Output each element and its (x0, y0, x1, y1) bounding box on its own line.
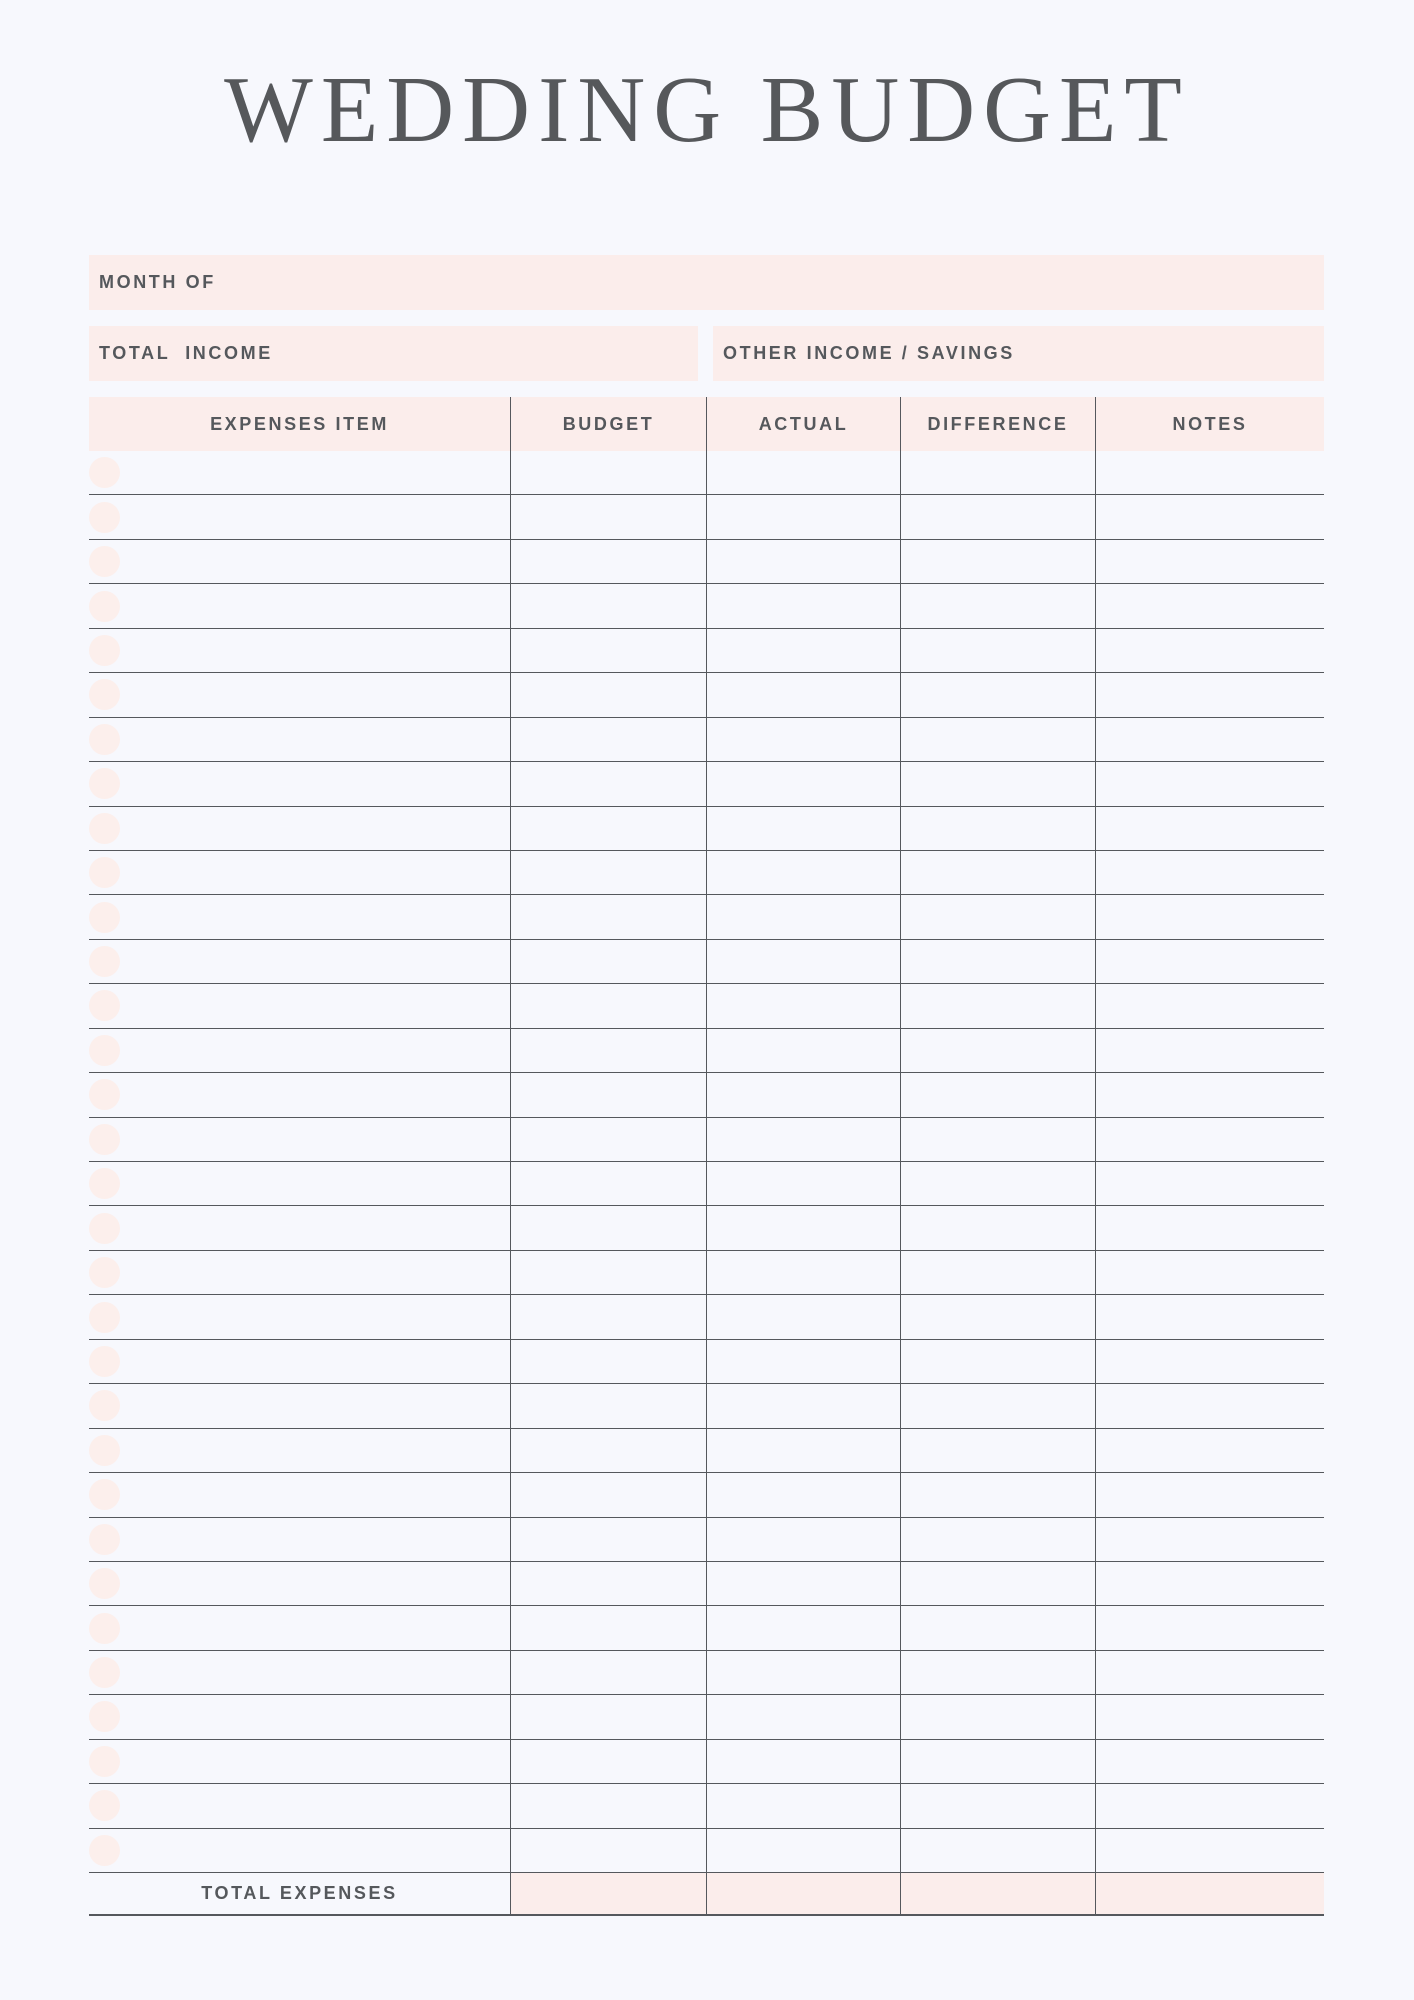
difference-cell[interactable] (900, 984, 1095, 1027)
difference-cell[interactable] (900, 1695, 1095, 1738)
row-bullet-icon (89, 1657, 120, 1688)
row-bullet-icon (89, 768, 120, 799)
actual-cell[interactable] (706, 1295, 900, 1338)
row-bullet-icon (89, 990, 120, 1021)
notes-cell[interactable] (1095, 1251, 1324, 1294)
total-expenses-row (89, 1873, 1324, 1916)
notes-cell[interactable] (1095, 807, 1324, 850)
actual-cell[interactable] (706, 1118, 900, 1161)
actual-cell[interactable] (706, 540, 900, 583)
budget-cell[interactable] (510, 1429, 706, 1472)
budget-cell[interactable] (510, 540, 706, 583)
difference-cell[interactable] (900, 895, 1095, 938)
difference-cell[interactable] (900, 1518, 1095, 1561)
difference-cell[interactable] (900, 1118, 1095, 1161)
table-row (89, 1073, 1324, 1117)
expense-item-cell[interactable] (89, 1562, 510, 1605)
notes-cell[interactable] (1095, 1429, 1324, 1472)
total-budget-cell[interactable] (510, 1873, 706, 1914)
expense-item-cell[interactable] (89, 1695, 510, 1738)
difference-cell[interactable] (900, 1206, 1095, 1249)
notes-cell[interactable] (1095, 1073, 1324, 1116)
row-bullet-icon (89, 1346, 120, 1377)
expense-item-cell[interactable] (89, 1073, 510, 1116)
actual-cell[interactable] (706, 762, 900, 805)
row-bullet-icon (89, 1079, 120, 1110)
budget-cell[interactable] (510, 1118, 706, 1161)
actual-cell[interactable] (706, 718, 900, 761)
notes-cell[interactable] (1095, 1118, 1324, 1161)
expenses-table-header (89, 397, 1324, 451)
difference-cell[interactable] (900, 1606, 1095, 1649)
difference-cell[interactable] (900, 1162, 1095, 1205)
actual-cell[interactable] (706, 1651, 900, 1694)
budget-cell[interactable] (510, 1562, 706, 1605)
expense-item-cell[interactable] (89, 984, 510, 1027)
actual-cell[interactable] (706, 1206, 900, 1249)
expense-item-cell[interactable] (89, 495, 510, 538)
actual-cell[interactable] (706, 1518, 900, 1561)
row-bullet-icon (89, 591, 120, 622)
budget-cell[interactable] (510, 762, 706, 805)
budget-cell[interactable] (510, 851, 706, 894)
budget-cell[interactable] (510, 984, 706, 1027)
difference-cell[interactable] (900, 1384, 1095, 1427)
table-row (89, 1518, 1324, 1562)
table-row (89, 1740, 1324, 1784)
budget-cell[interactable] (510, 807, 706, 850)
actual-cell[interactable] (706, 940, 900, 983)
row-bullet-icon (89, 1257, 120, 1288)
notes-cell[interactable] (1095, 1206, 1324, 1249)
notes-cell[interactable] (1095, 1695, 1324, 1738)
table-row (89, 1118, 1324, 1162)
budget-cell[interactable] (510, 1518, 706, 1561)
table-row (89, 584, 1324, 628)
table-row (89, 1295, 1324, 1339)
notes-cell[interactable] (1095, 1606, 1324, 1649)
budget-cell[interactable] (510, 1340, 706, 1383)
row-bullet-icon (89, 1524, 120, 1555)
expense-item-cell[interactable] (89, 1206, 510, 1249)
table-row (89, 1562, 1324, 1606)
row-bullet-icon (89, 1213, 120, 1244)
notes-cell[interactable] (1095, 1562, 1324, 1605)
table-row (89, 673, 1324, 717)
budget-cell[interactable] (510, 1206, 706, 1249)
table-row (89, 940, 1324, 984)
difference-cell[interactable] (900, 1429, 1095, 1472)
row-bullet-icon (89, 1435, 120, 1466)
table-row (89, 451, 1324, 495)
actual-cell[interactable] (706, 1340, 900, 1383)
expense-item-cell[interactable] (89, 1429, 510, 1472)
difference-cell[interactable] (900, 1340, 1095, 1383)
actual-cell[interactable] (706, 1251, 900, 1294)
table-row (89, 1429, 1324, 1473)
table-row (89, 1606, 1324, 1650)
expense-item-cell[interactable] (89, 1473, 510, 1516)
notes-cell[interactable] (1095, 1029, 1324, 1072)
notes-cell[interactable] (1095, 1829, 1324, 1872)
expense-item-cell[interactable] (89, 673, 510, 716)
row-bullet-icon (89, 546, 120, 577)
row-bullet-icon (89, 1701, 120, 1732)
actual-cell[interactable] (706, 1384, 900, 1427)
actual-cell[interactable] (706, 1829, 900, 1872)
notes-cell[interactable] (1095, 584, 1324, 627)
notes-cell[interactable] (1095, 1784, 1324, 1827)
row-bullet-icon (89, 902, 120, 933)
budget-cell[interactable] (510, 673, 706, 716)
difference-cell[interactable] (900, 1651, 1095, 1694)
row-bullet-icon (89, 724, 120, 755)
budget-cell[interactable] (510, 1651, 706, 1694)
row-bullet-icon (89, 1390, 120, 1421)
notes-cell[interactable] (1095, 1162, 1324, 1205)
notes-cell[interactable] (1095, 495, 1324, 538)
table-row (89, 629, 1324, 673)
table-body (89, 451, 1324, 1873)
budget-cell[interactable] (510, 1784, 706, 1827)
actual-cell[interactable] (706, 1029, 900, 1072)
row-bullet-icon (89, 1835, 120, 1866)
notes-cell[interactable] (1095, 1295, 1324, 1338)
table-row (89, 1473, 1324, 1517)
table-row (89, 1340, 1324, 1384)
expense-item-cell[interactable] (89, 1606, 510, 1649)
difference-cell[interactable] (900, 1740, 1095, 1783)
notes-cell[interactable] (1095, 1340, 1324, 1383)
expense-item-cell[interactable] (89, 1518, 510, 1561)
row-bullet-icon (89, 635, 120, 666)
budget-cell[interactable] (510, 1251, 706, 1294)
other-income-savings-label: OTHER INCOME / SAVINGS (723, 343, 1015, 363)
expense-item-cell[interactable] (89, 851, 510, 894)
budget-cell[interactable] (510, 1740, 706, 1783)
header-expenses-item: EXPENSES ITEM (210, 413, 389, 434)
notes-cell[interactable] (1095, 673, 1324, 716)
difference-cell[interactable] (900, 1295, 1095, 1338)
difference-cell[interactable] (900, 1562, 1095, 1605)
row-bullet-icon (89, 813, 120, 844)
actual-cell[interactable] (706, 851, 900, 894)
actual-cell[interactable] (706, 807, 900, 850)
table-row (89, 762, 1324, 806)
budget-cell[interactable] (510, 1695, 706, 1738)
table-row (89, 718, 1324, 762)
actual-cell[interactable] (706, 1073, 900, 1116)
notes-cell[interactable] (1095, 629, 1324, 672)
month-of-field[interactable] (89, 255, 1324, 310)
table-row (89, 495, 1324, 539)
table-row (89, 1162, 1324, 1206)
header-budget: BUDGET (510, 397, 706, 451)
table-row (89, 1829, 1324, 1873)
expense-item-cell[interactable] (89, 1740, 510, 1783)
row-bullet-icon (89, 1479, 120, 1510)
difference-cell[interactable] (900, 1829, 1095, 1872)
actual-cell[interactable] (706, 1740, 900, 1783)
difference-cell[interactable] (900, 762, 1095, 805)
expense-item-cell[interactable] (89, 1162, 510, 1205)
budget-cell[interactable] (510, 940, 706, 983)
table-row (89, 540, 1324, 584)
row-bullet-icon (89, 1124, 120, 1155)
expense-item-cell[interactable] (89, 1784, 510, 1827)
row-bullet-icon (89, 502, 120, 533)
notes-cell[interactable] (1095, 762, 1324, 805)
row-bullet-icon (89, 1790, 120, 1821)
table-row (89, 1695, 1324, 1739)
notes-cell[interactable] (1095, 451, 1324, 494)
expense-item-cell[interactable] (89, 1118, 510, 1161)
expense-item-cell[interactable] (89, 1829, 510, 1872)
difference-cell[interactable] (900, 584, 1095, 627)
notes-cell[interactable] (1095, 1740, 1324, 1783)
row-bullet-icon (89, 1568, 120, 1599)
expense-item-cell[interactable] (89, 451, 510, 494)
expense-item-cell[interactable] (89, 584, 510, 627)
actual-cell[interactable] (706, 1162, 900, 1205)
table-row (89, 807, 1324, 851)
difference-cell[interactable] (900, 807, 1095, 850)
difference-cell[interactable] (900, 1784, 1095, 1827)
expense-item-cell[interactable] (89, 540, 510, 583)
table-row (89, 1206, 1324, 1250)
total-expenses-label: TOTAL EXPENSES (201, 1883, 398, 1903)
page-title: WEDDING BUDGET (224, 58, 1190, 162)
difference-cell[interactable] (900, 629, 1095, 672)
difference-cell[interactable] (900, 1073, 1095, 1116)
actual-cell[interactable] (706, 1606, 900, 1649)
table-row (89, 1384, 1324, 1428)
notes-cell[interactable] (1095, 540, 1324, 583)
difference-cell[interactable] (900, 1029, 1095, 1072)
row-bullet-icon (89, 857, 120, 888)
budget-cell[interactable] (510, 584, 706, 627)
notes-cell[interactable] (1095, 895, 1324, 938)
difference-cell[interactable] (900, 940, 1095, 983)
actual-cell[interactable] (706, 673, 900, 716)
budget-cell[interactable] (510, 1473, 706, 1516)
expense-item-cell[interactable] (89, 1251, 510, 1294)
expense-item-cell[interactable] (89, 762, 510, 805)
notes-cell[interactable] (1095, 984, 1324, 1027)
total-notes-cell[interactable] (1095, 1873, 1324, 1914)
notes-cell[interactable] (1095, 940, 1324, 983)
notes-cell[interactable] (1095, 1473, 1324, 1516)
actual-cell[interactable] (706, 451, 900, 494)
budget-cell[interactable] (510, 718, 706, 761)
budget-cell[interactable] (510, 451, 706, 494)
expense-item-cell[interactable] (89, 1295, 510, 1338)
difference-cell[interactable] (900, 673, 1095, 716)
table-row (89, 895, 1324, 939)
expense-item-cell[interactable] (89, 1384, 510, 1427)
expenses-table (89, 397, 1324, 1916)
budget-cell[interactable] (510, 895, 706, 938)
budget-cell[interactable] (510, 629, 706, 672)
actual-cell[interactable] (706, 629, 900, 672)
notes-cell[interactable] (1095, 1651, 1324, 1694)
actual-cell[interactable] (706, 1429, 900, 1472)
total-income-label: TOTAL INCOME (99, 343, 273, 363)
header-notes: NOTES (1095, 397, 1324, 451)
row-bullet-icon (89, 1302, 120, 1333)
row-bullet-icon (89, 1035, 120, 1066)
actual-cell[interactable] (706, 1695, 900, 1738)
row-bullet-icon (89, 1168, 120, 1199)
other-income-savings-field[interactable] (713, 326, 1324, 381)
row-bullet-icon (89, 679, 120, 710)
actual-cell[interactable] (706, 1784, 900, 1827)
month-of-label: MONTH OF (99, 272, 216, 292)
row-bullet-icon (89, 1746, 120, 1777)
table-row (89, 984, 1324, 1028)
actual-cell[interactable] (706, 1562, 900, 1605)
header-actual: ACTUAL (706, 397, 900, 451)
expense-item-cell[interactable] (89, 1029, 510, 1072)
notes-cell[interactable] (1095, 851, 1324, 894)
table-row (89, 1029, 1324, 1073)
row-bullet-icon (89, 457, 120, 488)
expense-item-cell[interactable] (89, 895, 510, 938)
budget-cell[interactable] (510, 1073, 706, 1116)
total-income-field[interactable] (89, 326, 698, 381)
expense-item-cell[interactable] (89, 940, 510, 983)
actual-cell[interactable] (706, 895, 900, 938)
difference-cell[interactable] (900, 851, 1095, 894)
table-row (89, 1651, 1324, 1695)
notes-cell[interactable] (1095, 1518, 1324, 1561)
difference-cell[interactable] (900, 451, 1095, 494)
budget-cell[interactable] (510, 1829, 706, 1872)
notes-cell[interactable] (1095, 1384, 1324, 1427)
difference-cell[interactable] (900, 1473, 1095, 1516)
budget-cell[interactable] (510, 1029, 706, 1072)
budget-cell[interactable] (510, 1162, 706, 1205)
expense-item-cell[interactable] (89, 629, 510, 672)
budget-cell[interactable] (510, 495, 706, 538)
row-bullet-icon (89, 1613, 120, 1644)
expense-item-cell[interactable] (89, 1340, 510, 1383)
difference-cell[interactable] (900, 718, 1095, 761)
notes-cell[interactable] (1095, 718, 1324, 761)
expense-item-cell[interactable] (89, 1651, 510, 1694)
total-actual-cell[interactable] (706, 1873, 900, 1914)
table-row (89, 1251, 1324, 1295)
total-difference-cell[interactable] (900, 1873, 1095, 1914)
difference-cell[interactable] (900, 1251, 1095, 1294)
actual-cell[interactable] (706, 984, 900, 1027)
expense-item-cell[interactable] (89, 718, 510, 761)
actual-cell[interactable] (706, 584, 900, 627)
budget-cell[interactable] (510, 1384, 706, 1427)
actual-cell[interactable] (706, 495, 900, 538)
budget-cell[interactable] (510, 1295, 706, 1338)
table-row (89, 851, 1324, 895)
difference-cell[interactable] (900, 495, 1095, 538)
budget-cell[interactable] (510, 1606, 706, 1649)
difference-cell[interactable] (900, 540, 1095, 583)
header-difference: DIFFERENCE (900, 397, 1095, 451)
table-row (89, 1784, 1324, 1828)
row-bullet-icon (89, 946, 120, 977)
expense-item-cell[interactable] (89, 807, 510, 850)
actual-cell[interactable] (706, 1473, 900, 1516)
